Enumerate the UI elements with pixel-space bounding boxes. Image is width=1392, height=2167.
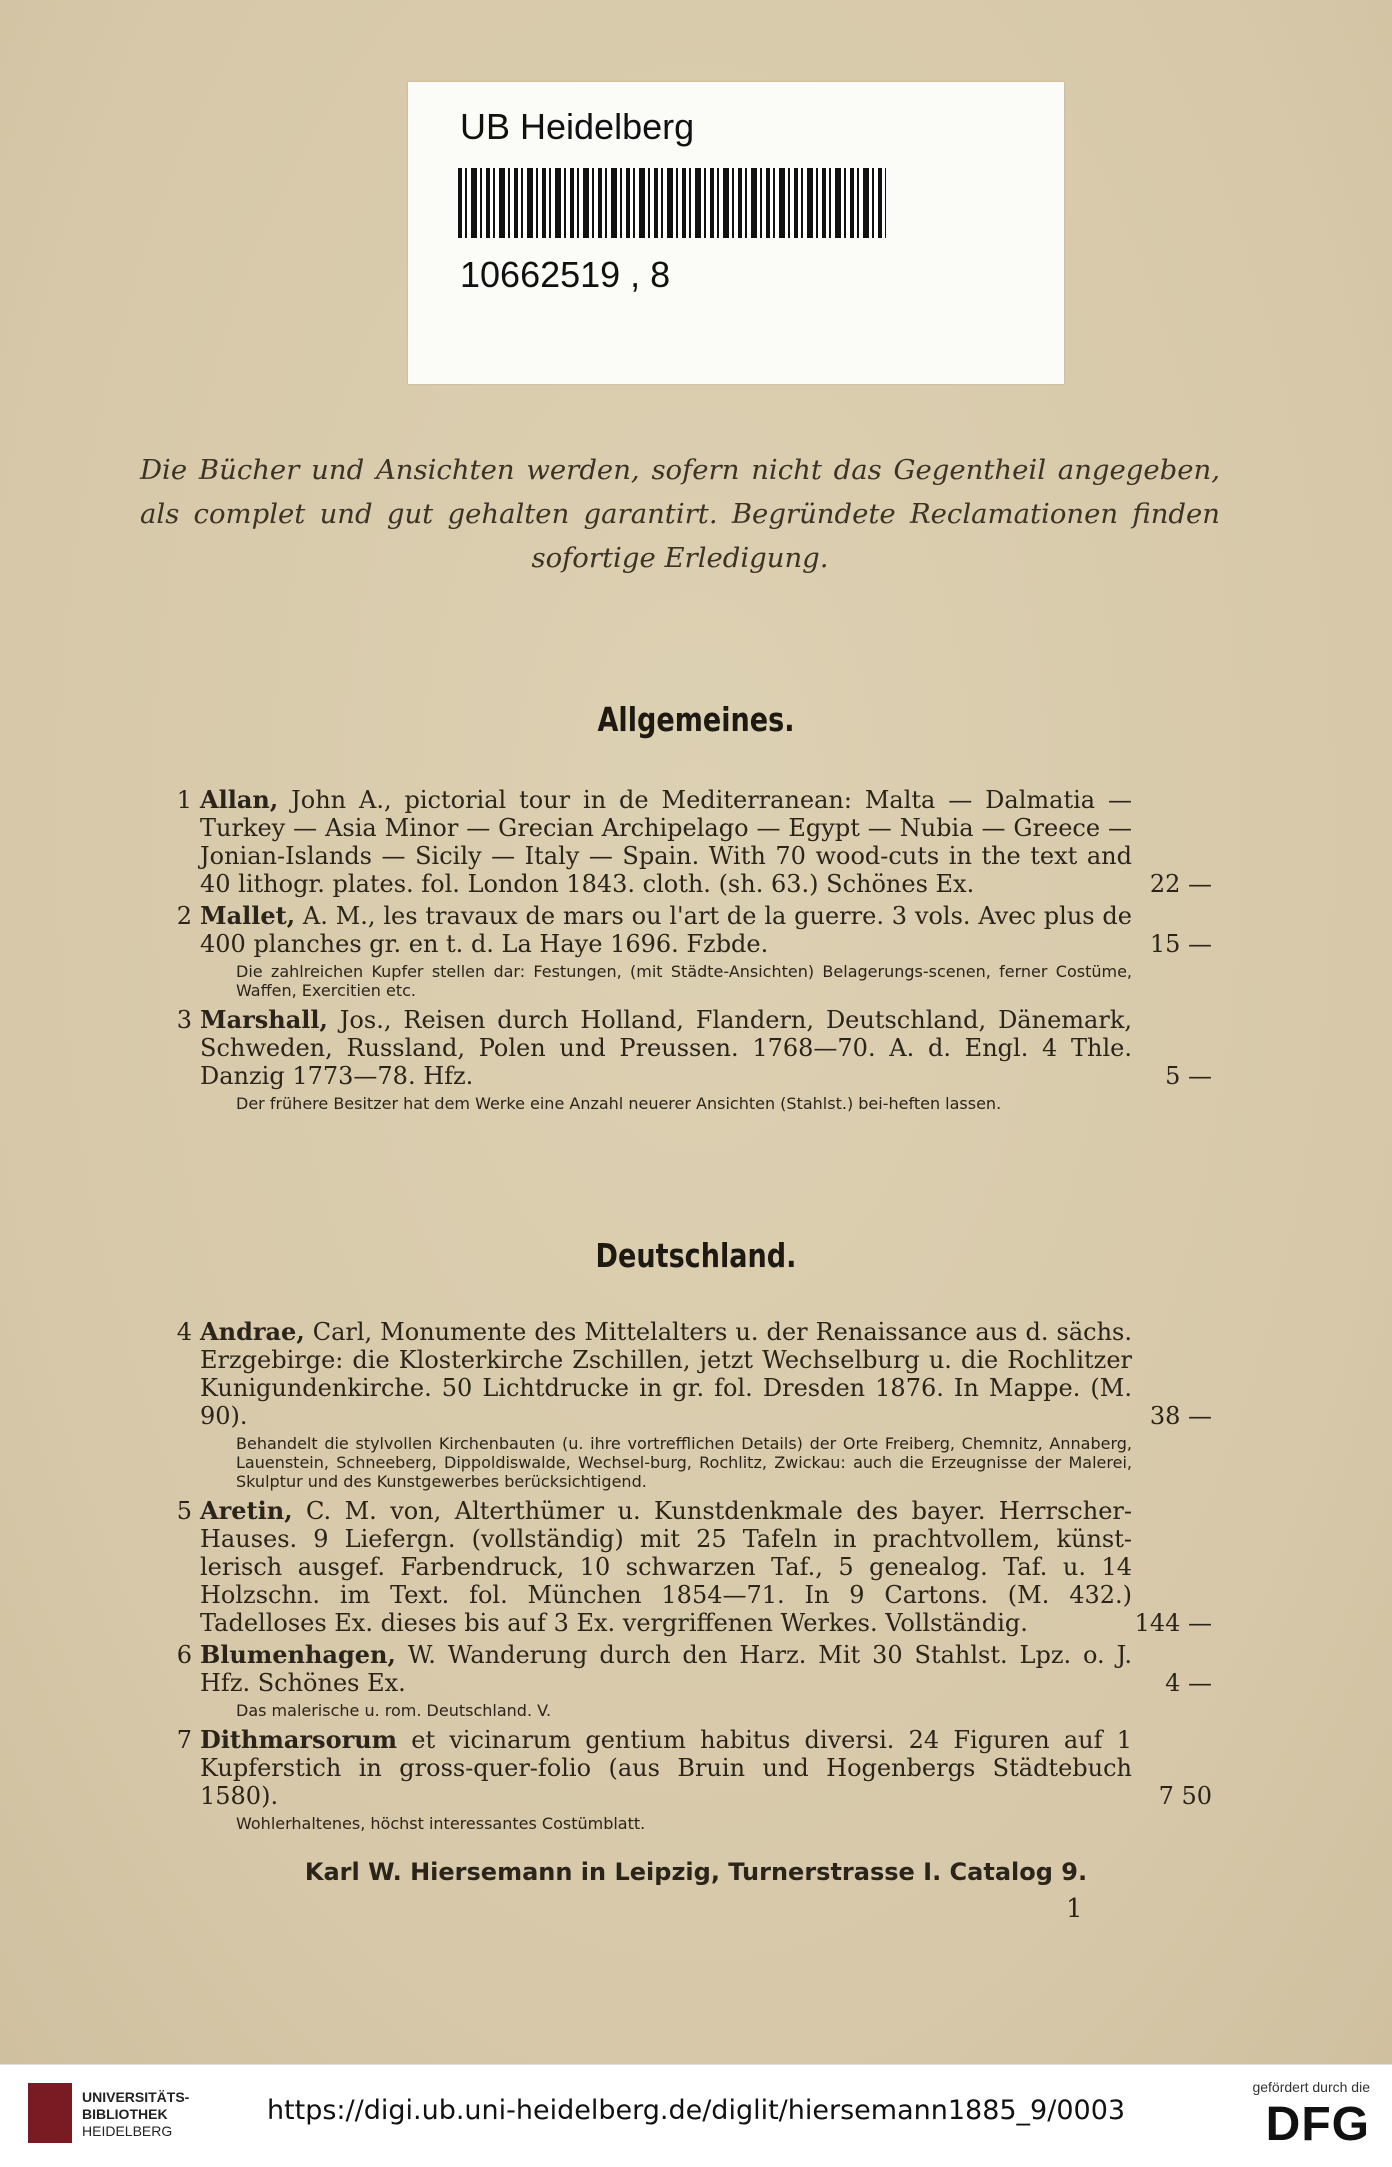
dfg-logo: DFG <box>1265 2098 1370 2151</box>
entry-price: 38 — <box>1149 1402 1212 1430</box>
entry-price: 5 — <box>1165 1062 1212 1090</box>
entry-note: Behandelt die stylvollen Kirchenbauten (u. ihre vortrefflichen Details) der Orte Freiberg, Chemnitz, Annaberg, Lauenstein, Schneeberg, Dippoldiswalde, Wechsel-burg, Rochlitz, Zwickau: auch die Erzeugnisse der Malerei, Skulptur und des Kunstgewerbes berücksichtigend. <box>236 1434 1132 1491</box>
entry-text <box>200 1006 1132 1090</box>
library-label <box>408 82 1064 384</box>
entry-price: 4 — <box>1165 1669 1212 1697</box>
entries-deutschland <box>0 1318 1392 1839</box>
publisher-footer: Karl W. Hiersemann in Leipzig, Turnerstrasse I. Catalog 9. <box>304 1858 1088 1886</box>
entry-author: Marshall, <box>200 1005 328 1034</box>
page-number: 1 <box>1066 1894 1083 1924</box>
section-title-deutschland: Deutschland. <box>595 1236 797 1275</box>
logo-line-3: HEIDELBERG <box>82 2123 173 2139</box>
entry-number: 1 <box>176 786 192 814</box>
entry-number: 4 <box>176 1318 192 1346</box>
entry-note: Die zahlreichen Kupfer stellen dar: Festungen, (mit Städte-Ansichten) Belagerungs-scenen, ferner Costüme, Waffen, Exercitien etc. <box>236 962 1132 1000</box>
entry-author: Andrae, <box>200 1317 305 1346</box>
entry-author: Dithmarsorum <box>200 1725 398 1754</box>
entry-text <box>200 1497 1132 1637</box>
entry-number: 5 <box>176 1497 192 1525</box>
catalog-entry <box>0 1006 1392 1090</box>
entry-number: 6 <box>176 1641 192 1669</box>
viewer-bottom-bar <box>0 2064 1392 2167</box>
entry-description: Carl, Monumente des Mittelalters u. der Renaissance aus d. sächs. Erzgebirge: die Klosterkirche Zschillen, jetzt Wechselburg u. die Rochlitzer Kunigundenkirche. 50 Lichtdrucke in gr. fol. Dresden 1876. In Mappe. (M. 90). <box>200 1318 1132 1430</box>
entry-number: 3 <box>176 1006 192 1034</box>
entry-description: Jos., Reisen durch Holland, Flandern, Deutschland, Dänemark, Schweden, Russland, Polen und Preussen. 1768—70. A. d. Engl. 4 Thle. Danzig 1773—78. Hfz. <box>200 1006 1132 1090</box>
entry-description: C. M. von, Alterthümer u. Kunstdenkmale des bayer. Herrscher-Hauses. 9 Liefergn. (vollständig) mit 25 Tafeln in prachtvollem, künst-lerisch ausgef. Farbendruck, 10 schwarzen Taf., 5 genealog. Taf. u. 14 Holzschn. im Text. fol. München 1854—71. In 9 Cartons. (M. 432.) Tadelloses Ex. dieses bis auf 3 Ex. vergriffenen Werkes. Vollständig. <box>200 1497 1132 1637</box>
entry-note: Wohlerhaltenes, höchst interessantes Costümblatt. <box>236 1814 646 1833</box>
entry-text <box>200 1641 1132 1697</box>
catalog-entry <box>0 902 1392 958</box>
logo-line-2: BIBLIOTHEK <box>82 2106 168 2122</box>
entry-description: John A., pictorial tour in de Mediterranean: Malta — Dalmatia — Turkey — Asia Minor — Grecian Archipelago — Egypt — Nubia — Greece — Jonian-Islands — Sicily — Italy — Spain. With 70 wood-cuts in the text and 40 lithogr. plates. fol. London 1843. cloth. (sh. 63.) Schönes Ex. <box>200 786 1132 898</box>
catalog-entry <box>0 1726 1392 1810</box>
entry-text <box>200 786 1132 898</box>
library-label-number: 10662519 , 8 <box>460 254 671 295</box>
entry-description: et vicinarum gentium habitus diversi. 24 Figuren auf 1 Kupferstich in gross-quer-folio (aus Bruin und Hogenbergs Städtebuch 1580). <box>200 1726 1132 1810</box>
section-title-allgemeines: Allgemeines. <box>597 700 795 739</box>
entry-author: Blumenhagen, <box>200 1640 396 1669</box>
library-label-title: UB Heidelberg <box>460 106 695 147</box>
entry-note: Der frühere Besitzer hat dem Werke eine Anzahl neuerer Ansichten (Stahlst.) bei-heften lassen. <box>236 1094 1002 1113</box>
entry-price: 144 — <box>1134 1609 1212 1637</box>
entry-number: 7 <box>176 1726 192 1754</box>
guarantee-notice: Die Bücher und Ansichten werden, sofern nicht das Gegentheil angegeben, als complet und gut gehalten garantirt. Begründete Reclamationen finden sofortige Erledigung. <box>140 454 1220 574</box>
catalog-entry <box>0 1497 1392 1637</box>
entries-allgemeines <box>0 786 1392 1119</box>
entry-description: W. Wanderung durch den Harz. Mit 30 Stahlst. Lpz. o. J. Hfz. Schönes Ex. <box>200 1641 1132 1697</box>
permalink-url[interactable]: https://digi.ub.uni-heidelberg.de/diglit/hiersemann1885_9/0003 <box>266 2095 1126 2126</box>
entry-author: Aretin, <box>200 1496 293 1525</box>
entry-note: Das malerische u. rom. Deutschland. V. <box>236 1701 552 1720</box>
entry-price: 7 50 <box>1158 1782 1212 1810</box>
entry-text <box>200 1726 1132 1810</box>
logo-line-1: UNIVERSITÄTS- <box>82 2089 190 2105</box>
entry-price: 15 — <box>1149 930 1212 958</box>
catalog-entry <box>0 1318 1392 1430</box>
catalog-entry <box>0 786 1392 898</box>
entry-text <box>200 1318 1132 1430</box>
entry-description: A. M., les travaux de mars ou l'art de la guerre. 3 vols. Avec plus de 400 planches gr. en t. d. La Haye 1696. Fzbde. <box>200 902 1132 958</box>
entry-text <box>200 902 1132 958</box>
catalog-entry <box>0 1641 1392 1697</box>
entry-price: 22 — <box>1149 870 1212 898</box>
dfg-caption: gefördert durch die <box>1252 2079 1370 2095</box>
entry-author: Mallet, <box>200 901 296 930</box>
barcode <box>458 168 886 238</box>
entry-author: Allan, <box>200 785 279 814</box>
entry-number: 2 <box>176 902 192 930</box>
